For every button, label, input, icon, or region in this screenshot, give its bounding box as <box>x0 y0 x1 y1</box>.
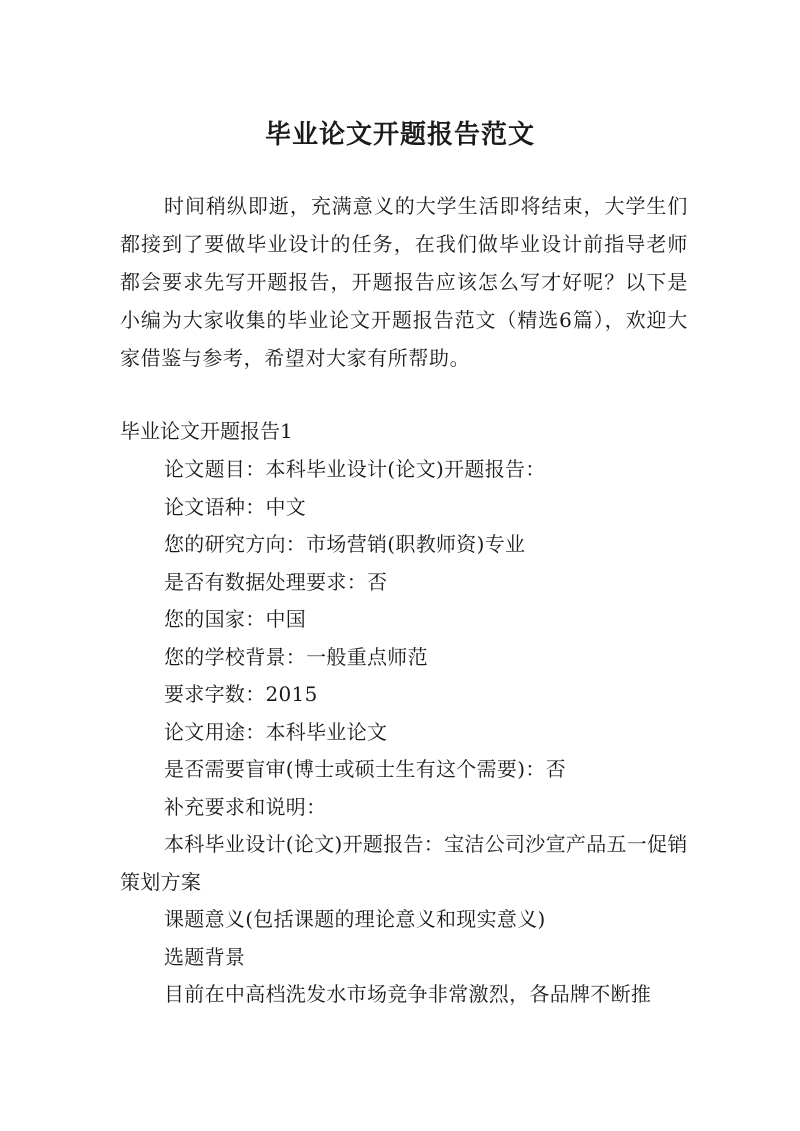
report-item-school: 您的学校背景：一般重点师范 <box>164 644 428 669</box>
report-item-market-text: 目前在中高档洗发水市场竞争非常激烈，各品牌不断推 <box>164 982 652 1006</box>
document-title: 毕业论文开题报告范文 <box>264 120 535 151</box>
report-item-background: 选题背景 <box>164 944 246 969</box>
report-item-plan: 本科毕业设计(论文)开题报告：宝洁公司沙宣产品五一促销策划方案 <box>120 832 688 894</box>
section-heading: 毕业论文开题报告1 <box>120 419 293 443</box>
report-item-word-count: 要求字数：2015 <box>164 682 318 706</box>
report-item-significance: 课题意义(包括课题的理论意义和现实意义) <box>164 907 546 931</box>
report-item-supplement: 补充要求和说明： <box>164 794 327 819</box>
report-item-direction: 您的研究方向：市场营销(职教师资)专业 <box>164 532 526 556</box>
report-item-country: 您的国家：中国 <box>164 607 307 631</box>
report-item-purpose: 论文用途：本科毕业论文 <box>164 719 388 744</box>
report-item-topic: 论文题目：本科毕业设计(论文)开题报告： <box>164 457 546 481</box>
report-item-blind-review: 是否需要盲审(博士或硕士生有这个需要)：否 <box>164 757 566 781</box>
intro-paragraph: 时间稍纵即逝，充满意义的大学生活即将结束，大学生们都接到了要做毕业设计的任务，在我们做毕业设计前指导老师都会要求先写开题报告，开题报告应该怎么写才好呢？以下是小编为大家收集的毕业论文开题报告范文（精选6篇），欢迎大家借鉴与参考，希望对大家有所帮助。 <box>120 194 688 370</box>
report-item-data-processing: 是否有数据处理要求：否 <box>164 569 388 594</box>
report-item-language: 论文语种：中文 <box>164 494 307 519</box>
report-items <box>120 451 688 1014</box>
